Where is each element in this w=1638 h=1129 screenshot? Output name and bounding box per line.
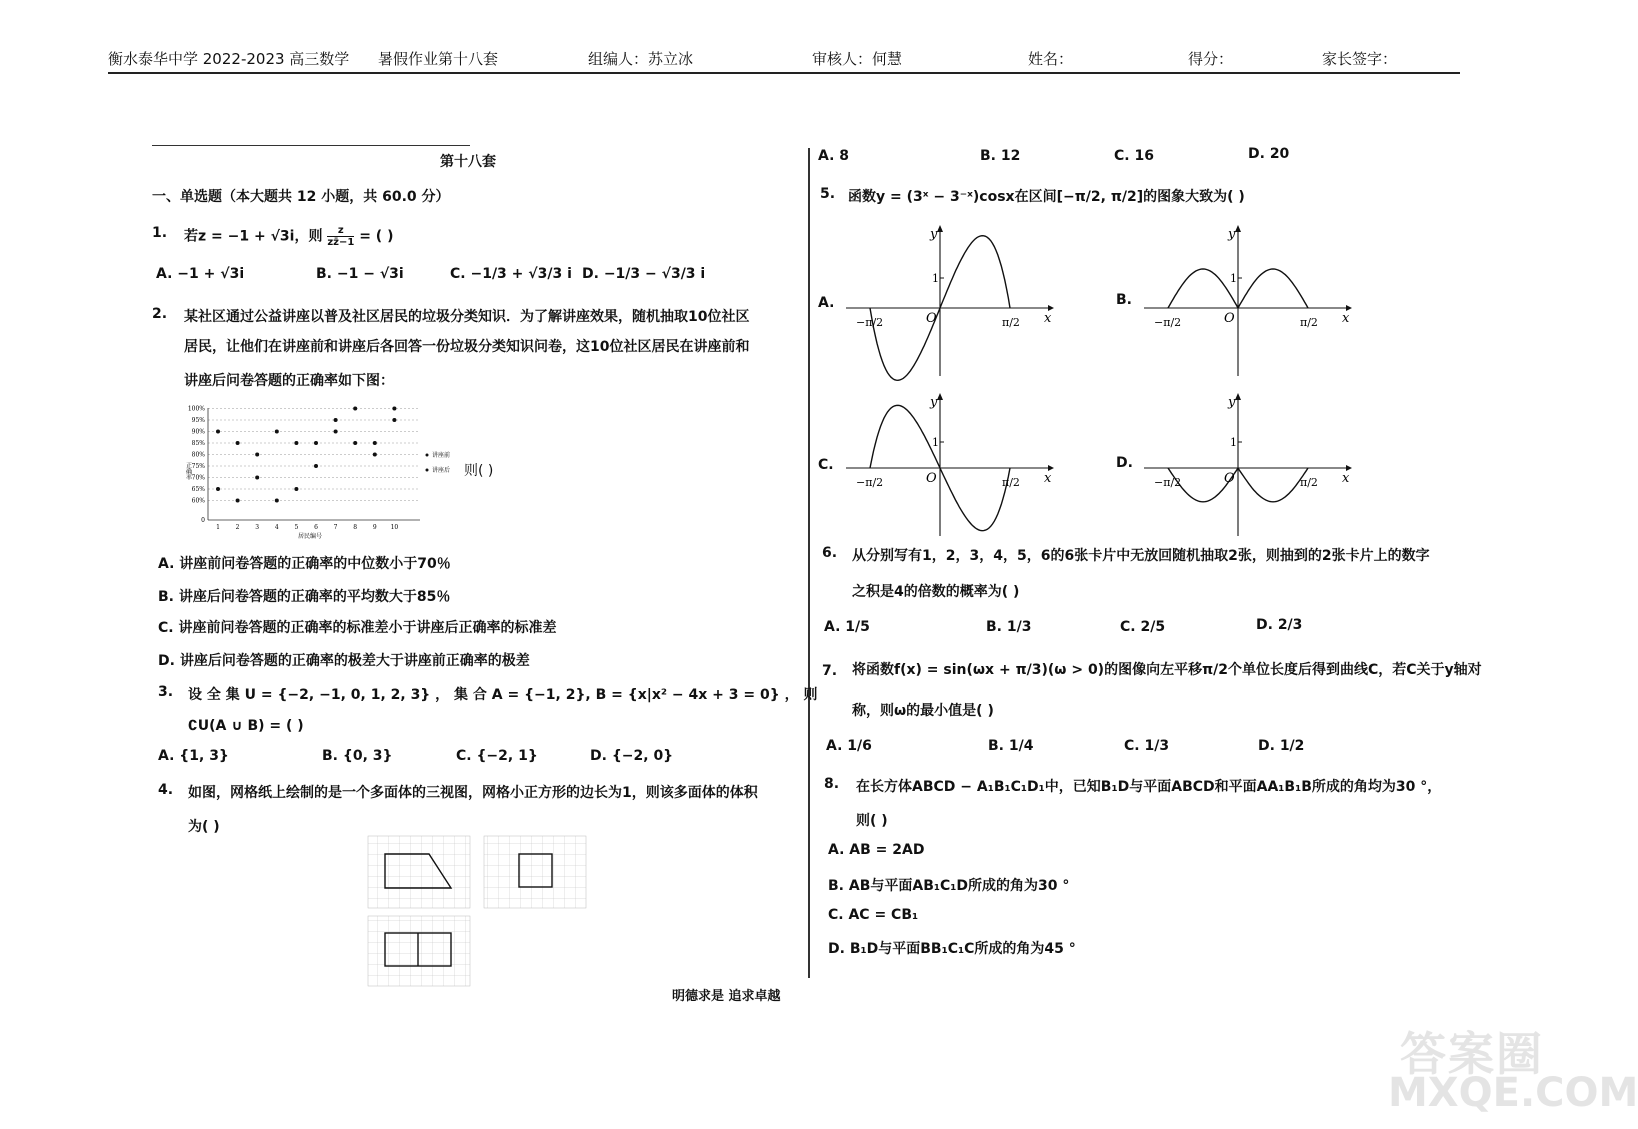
q5-graph-c [840, 390, 1060, 540]
chart-point-before [275, 499, 279, 503]
chart-x-tick: 10 [390, 524, 399, 531]
q4-option-d[interactable]: D. 20 [1248, 146, 1290, 162]
q8-option-a[interactable]: A. AB = 2AD [828, 842, 925, 858]
chart-x-tick: 2 [235, 524, 240, 531]
chart-x-tick: 7 [333, 524, 338, 531]
chart-y-tick: 70% [191, 474, 205, 482]
header-parent-signature: 家长签字： [1322, 50, 1398, 68]
chart-point-after [334, 418, 338, 422]
q5-option-b-label[interactable]: B. [1116, 292, 1132, 308]
q6-line2: 之积是4的倍数的概率为( ) [852, 584, 1020, 600]
chart-point-before [392, 418, 396, 422]
watermark-logo: 答案圈 [1400, 1027, 1544, 1081]
chart-point-before [353, 441, 357, 445]
q5-option-d-label[interactable]: D. [1116, 455, 1133, 471]
q7-option-d[interactable]: D. 1/2 [1258, 738, 1305, 754]
chart-point-after [353, 407, 357, 411]
chart-y-tick: 65% [191, 486, 205, 493]
q6-option-d[interactable]: D. 2/3 [1256, 617, 1303, 633]
q2-line1: 某社区通过公益讲座以普及社区居民的垃圾分类知识．为了解讲座效果，随机抽取10位社区 [184, 309, 750, 325]
neg-pi-half-label: −π/2 [856, 316, 884, 329]
q4-option-c[interactable]: C. 16 [1114, 148, 1154, 164]
front-view-grid [368, 836, 470, 908]
q1-stem-a: 若z = −1 + √3i，则 [184, 228, 323, 245]
header-school: 衡水泰华中学 2022-2023 高三数学 [108, 50, 350, 68]
q7-line1: 将函数f(x) = sin(ωx + π/3)(ω > 0)的图像向左平移π/2个单位长度后得到曲线C，若C关于y轴对 [852, 662, 1482, 678]
top-view-grid [368, 916, 470, 986]
chart-point-after [275, 430, 279, 434]
chart-x-tick: 4 [274, 524, 279, 531]
q6-option-c[interactable]: C. 2/5 [1120, 619, 1166, 635]
q1-number: 1. [152, 225, 168, 241]
neg-pi-half-label: −π/2 [856, 476, 884, 489]
chart-point-after [294, 441, 298, 445]
chart-point-before [373, 453, 377, 457]
section-heading: 一、单选题（本大题共 12 小题，共 60.0 分） [152, 189, 450, 205]
q4-option-b[interactable]: B. 12 [980, 148, 1021, 164]
page-header [0, 0, 1600, 80]
chart-x-tick: 3 [255, 524, 260, 531]
header-reviewer: 审核人：何慧 [812, 50, 903, 68]
chart-xlabel: 居民编号 [298, 533, 323, 540]
one-tick-label: 1 [932, 272, 939, 285]
chart-point-after [216, 430, 220, 434]
chart-point-before [334, 430, 338, 434]
pos-pi-half-label: π/2 [1002, 316, 1020, 329]
legend-marker-before [426, 454, 429, 457]
chart-ylabel: 正确率 [184, 462, 192, 480]
q3-option-d[interactable]: D. {−2, 0} [590, 748, 674, 764]
one-tick-label: 1 [932, 436, 939, 449]
q8-line2: 则( ) [856, 813, 888, 829]
side-view-grid [484, 836, 586, 908]
q2-scatter-chart [180, 400, 480, 542]
chart-point-after [236, 441, 240, 445]
q5-option-a-label[interactable]: A. [818, 295, 835, 311]
q4-option-a[interactable]: A. 8 [818, 148, 850, 164]
q1-option-a[interactable]: A. −1 + √3i [156, 266, 245, 282]
q1-fraction [327, 225, 354, 248]
q2-after-chart: 则( ) [464, 463, 494, 479]
chart-x-tick: 5 [294, 524, 299, 531]
chart-point-after [373, 441, 377, 445]
legend-after: 讲座后 [432, 467, 451, 474]
chart-y-tick: 90% [191, 428, 205, 436]
origin-label: O [1224, 471, 1235, 486]
q7-line2: 称，则ω的最小值是( ) [852, 703, 994, 719]
y-arrow-icon [1235, 225, 1241, 232]
x-label: x [1342, 471, 1350, 486]
q1-frac-den: zz̄−1 [327, 237, 355, 248]
chart-y-tick: 85% [191, 440, 205, 447]
y-arrow-icon [937, 393, 943, 400]
chart-x-tick: 8 [353, 524, 358, 531]
q7-option-b[interactable]: B. 1/4 [988, 738, 1034, 754]
x-label: x [1044, 311, 1052, 326]
q5-option-c-label[interactable]: C. [818, 457, 834, 473]
q2-line3: 讲座后问卷答题的正确率如下图： [184, 373, 394, 389]
header-score-field: 得分： [1188, 50, 1234, 68]
chart-x-tick: 9 [372, 524, 377, 531]
q6-option-b[interactable]: B. 1/3 [986, 619, 1032, 635]
origin-label: O [926, 311, 937, 326]
q2-line2: 居民，让他们在讲座前和讲座后各回答一份垃圾分类知识问卷，这10位社区居民在讲座前和 [184, 339, 750, 355]
set-title: 第十八套 [440, 154, 496, 170]
chart-y-tick: 75% [191, 463, 205, 470]
q3-line1: 设 全 集 U = {−2, −1, 0, 1, 2, 3} ， 集 合 A = {−1, 2}, B = {x|x² − 4x + 3 = 0} ， 则 [188, 687, 818, 703]
chart-point-before [314, 464, 318, 468]
chart-point-before [216, 487, 220, 491]
q8-number: 8. [824, 776, 840, 792]
neg-pi-half-label: −π/2 [1154, 316, 1182, 329]
one-tick-label: 1 [1230, 272, 1237, 285]
q8-option-d[interactable]: D. B₁D与平面BB₁C₁C所成的角为45 ° [828, 941, 1076, 957]
chart-point-after [392, 407, 396, 411]
header-assignment: 暑假作业第十八套 [378, 50, 499, 68]
q5-graph-a [840, 222, 1060, 380]
chart-y-tick: 60% [191, 497, 205, 505]
q5-graph-d [1138, 390, 1358, 540]
q7-option-c[interactable]: C. 1/3 [1124, 738, 1170, 754]
chart-point-before [236, 499, 240, 503]
origin-label: O [1224, 311, 1235, 326]
q3-line2: ∁U(A ∪ B) = ( ) [188, 718, 304, 734]
y-arrow-icon [937, 225, 943, 232]
y-label: y [1228, 227, 1236, 242]
q2-number: 2. [152, 306, 168, 322]
q3-option-b[interactable]: B. {0, 3} [322, 748, 393, 764]
header-name-field: 姓名： [1028, 50, 1074, 68]
q2-option-b[interactable]: B. 讲座后问卷答题的正确率的平均数大于85％ [158, 589, 451, 605]
y-label: y [930, 395, 938, 410]
chart-point-before [255, 476, 259, 480]
x-label: x [1342, 311, 1350, 326]
chart-x-tick: 6 [314, 524, 318, 531]
chart-y-tick: 100% [187, 405, 205, 413]
chart-y-tick: 0 [201, 517, 205, 524]
q4-number: 4. [158, 782, 174, 798]
chart-y-tick: 80% [191, 451, 205, 459]
q1-option-c[interactable]: C. −1/3 + √3/3 i [450, 266, 572, 282]
y-arrow-icon [1235, 393, 1241, 400]
pos-pi-half-label: π/2 [1300, 316, 1318, 329]
q8-option-c[interactable]: C. AC = CB₁ [828, 907, 919, 923]
q8-option-b[interactable]: B. AB与平面AB₁C₁D所成的角为30 ° [828, 878, 1070, 894]
y-label: y [1228, 395, 1236, 410]
top-rule [152, 145, 470, 146]
q7-number: 7. [822, 663, 838, 679]
q6-option-a[interactable]: A. 1/5 [824, 619, 870, 635]
chart-point-before [294, 487, 298, 491]
y-label: y [930, 227, 938, 242]
chart-point-after [314, 441, 318, 445]
q1-stem [184, 225, 393, 248]
q3-option-c[interactable]: C. {−2, 1} [456, 748, 538, 764]
q5-number: 5. [820, 186, 836, 202]
q4-line1: 如图，网格纸上绘制的是一个多面体的三视图，网格小正方形的边长为1，则该多面体的体积 [188, 785, 758, 801]
q1-stem-b: = ( ) [359, 228, 394, 245]
q1-option-d[interactable]: D. −1/3 − √3/3 i [582, 266, 706, 282]
q5-stem: 函数y = (3ˣ − 3⁻ˣ)cosx在区间[−π/2, π/2]的图象大致为( ) [848, 189, 1245, 205]
q6-line1: 从分别写有1，2，3，4，5，6的6张卡片中无放回随机抽取2张，则抽到的2张卡片上的数字 [852, 548, 1430, 564]
column-divider [808, 148, 810, 978]
q1-option-b[interactable]: B. −1 − √3i [316, 266, 404, 282]
origin-label: O [926, 471, 937, 486]
pos-pi-half-label: π/2 [1300, 476, 1318, 489]
q8-line1: 在长方体ABCD − A₁B₁C₁D₁中，已知B₁D与平面ABCD和平面AA₁B₁B所成的角均为30 °， [856, 779, 1442, 795]
chart-x-tick: 1 [216, 524, 220, 531]
neg-pi-half-label: −π/2 [1154, 476, 1182, 489]
footer-motto: 明德求是 追求卓越 [672, 989, 781, 1004]
q3-number: 3. [158, 684, 174, 700]
q4-line2: 为( ) [188, 819, 220, 835]
chart-point-after [255, 453, 259, 457]
legend-marker-after [426, 469, 429, 472]
x-label: x [1044, 471, 1052, 486]
header-editor: 组编人：苏立冰 [588, 50, 694, 68]
legend-before: 讲座前 [432, 452, 451, 459]
q5-graph-b [1138, 222, 1358, 380]
watermark-site: MXQE.COM [1388, 1070, 1638, 1116]
q2-option-c[interactable]: C. 讲座前问卷答题的正确率的标准差小于讲座后正确率的标准差 [158, 620, 557, 636]
q6-number: 6. [822, 545, 838, 561]
header-rule [108, 72, 1460, 74]
q1-frac-num: z [327, 225, 354, 237]
q2-option-d[interactable]: D. 讲座后问卷答题的正确率的极差大于讲座前正确率的极差 [158, 653, 530, 669]
q7-option-a[interactable]: A. 1/6 [826, 738, 872, 754]
pos-pi-half-label: π/2 [1002, 476, 1020, 489]
q3-option-a[interactable]: A. {1, 3} [158, 748, 229, 764]
q2-option-a[interactable]: A. 讲座前问卷答题的正确率的中位数小于70％ [158, 556, 451, 572]
chart-y-tick: 95% [191, 417, 205, 424]
q4-three-views [366, 832, 592, 988]
one-tick-label: 1 [1230, 436, 1237, 449]
